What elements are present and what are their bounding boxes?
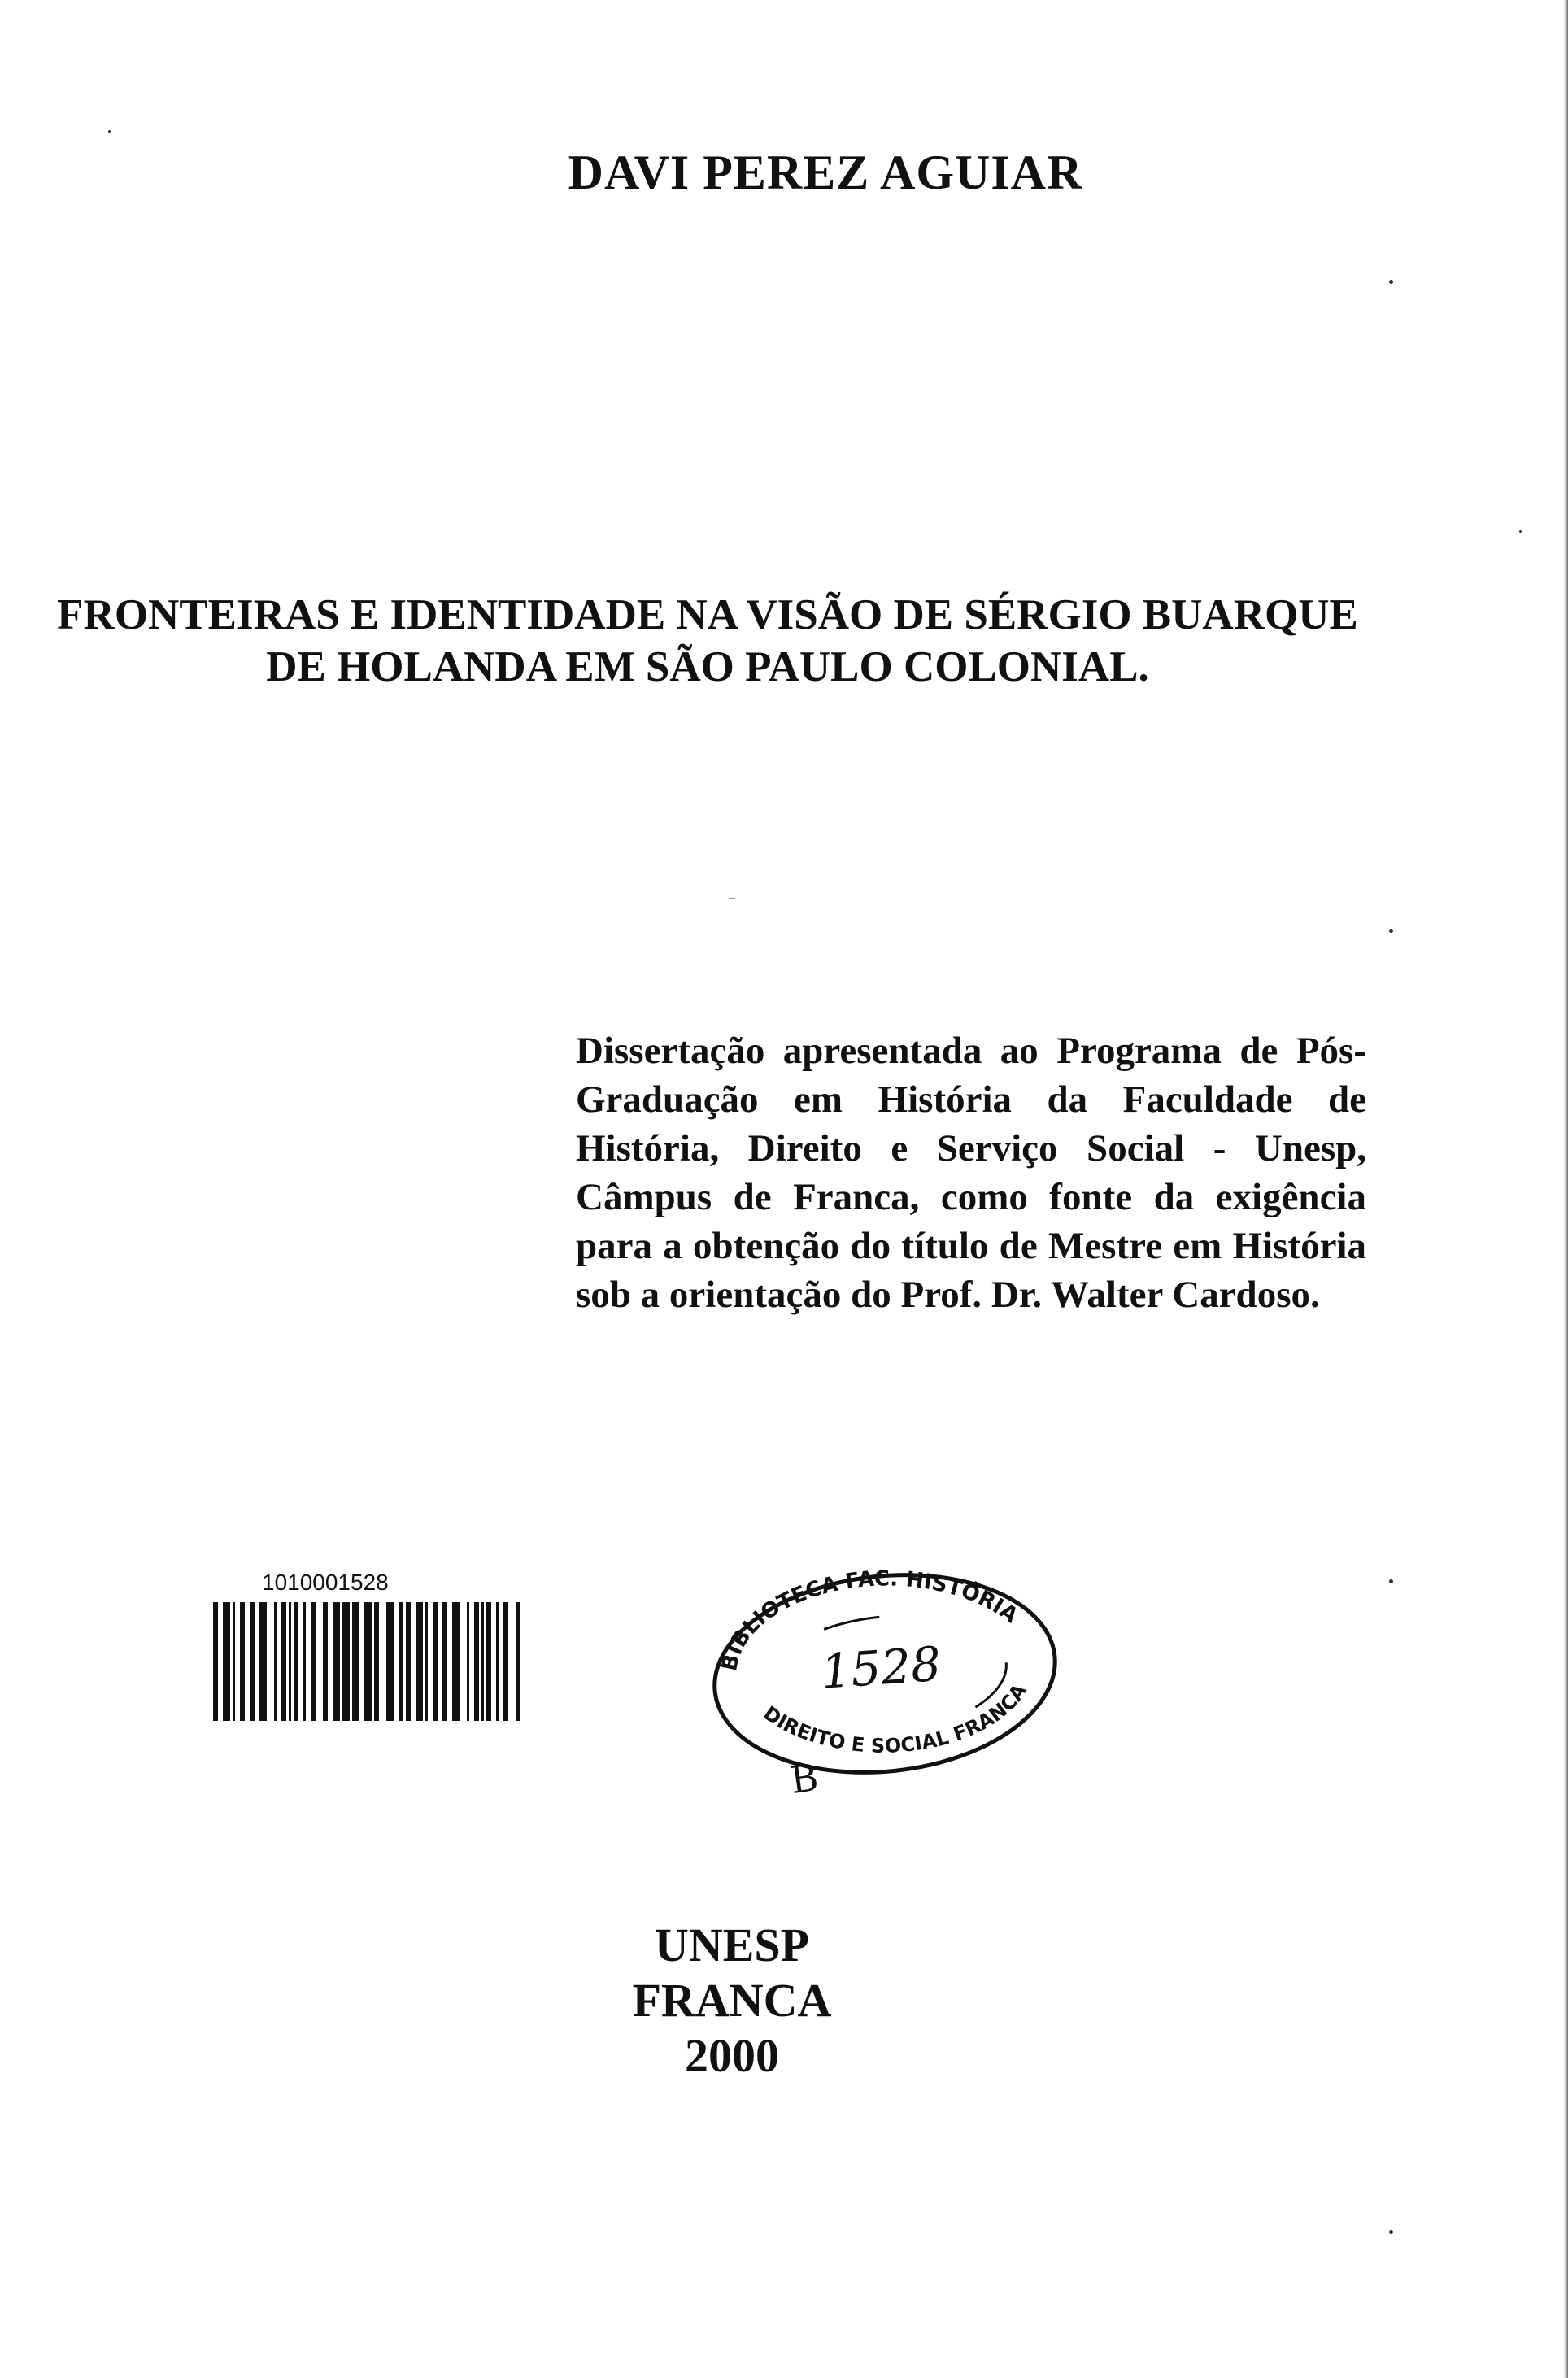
barcode-bar <box>352 1602 359 1721</box>
barcode-bar <box>311 1602 316 1721</box>
title-line-2: DE HOLANDA EM SÃO PAULO COLONIAL. <box>266 643 1149 690</box>
barcode-bar <box>294 1602 298 1721</box>
barcode-bar <box>250 1602 255 1721</box>
barcode-bar <box>486 1602 491 1721</box>
author-name: DAVI PEREZ AGUIAR <box>568 146 1083 199</box>
scan-speck <box>729 898 735 899</box>
barcode-bar <box>342 1602 350 1721</box>
stamp-handwritten-number: 1528 <box>819 1635 943 1700</box>
barcode-number: 1010001528 <box>262 1570 389 1595</box>
scan-edge-shadow <box>1563 0 1568 2378</box>
title-line-1: FRONTEIRAS E IDENTIDADE NA VISÃO DE SÉRGIO BUARQUE <box>57 591 1358 638</box>
scan-speck <box>1389 1579 1393 1583</box>
barcode-bar <box>289 1602 291 1721</box>
dissertation-title <box>49 589 1366 693</box>
barcode-bar <box>433 1602 438 1721</box>
institution-name: UNESP <box>654 1919 810 1971</box>
barcode-bar <box>406 1602 411 1721</box>
barcode-bar <box>399 1602 403 1721</box>
barcode-bar <box>303 1602 306 1721</box>
city-name: FRANCA <box>632 1974 832 2027</box>
scan-speck <box>1389 929 1393 933</box>
barcode-bar <box>323 1602 328 1721</box>
stamp-initial: B <box>787 1754 821 1803</box>
barcode-bar <box>386 1602 394 1721</box>
publication-year: 2000 <box>685 2029 779 2082</box>
barcode-bar <box>274 1602 277 1721</box>
scan-speck <box>1389 2230 1393 2234</box>
barcode-bar <box>442 1602 447 1721</box>
barcode-bar <box>281 1602 286 1721</box>
library-barcode <box>213 1570 522 1721</box>
barcode-bar <box>333 1602 340 1721</box>
barcode-bar <box>364 1602 372 1721</box>
barcode-bar <box>213 1602 218 1721</box>
scan-speck <box>1519 530 1522 533</box>
barcode-bar <box>474 1602 479 1721</box>
stamp-bottom-text: DIREITO E SOCIAL FRANCA <box>759 1679 1031 1757</box>
barcode-bar <box>259 1602 267 1721</box>
scan-speck <box>108 130 111 133</box>
barcode-bar <box>233 1602 235 1721</box>
barcode-bars <box>213 1602 522 1721</box>
barcode-bar <box>496 1602 499 1721</box>
barcode-bar <box>240 1602 245 1721</box>
barcode-bar <box>223 1602 230 1721</box>
dissertation-statement: Dissertação apresentada ao Programa de Pós-Graduação em História da Faculdade de História, Direito e Serviço Social - Unesp, Câmpus de Franca, como fonte da exigência para a obtenção do título de Mestre em História sob a orientação do Prof. Dr. Walter Cardoso. <box>576 1030 1366 1316</box>
stamp-top-text: BIBLIOTECA FAC. HISTÓRIA <box>717 1566 1022 1674</box>
barcode-bar <box>452 1602 460 1721</box>
barcode-bar <box>516 1602 520 1721</box>
barcode-bar <box>425 1602 428 1721</box>
title-page-footer <box>488 1918 976 2084</box>
barcode-bar <box>481 1602 484 1721</box>
barcode-bar <box>467 1602 469 1721</box>
barcode-bar <box>374 1602 379 1721</box>
barcode-bar <box>503 1602 508 1721</box>
library-stamp <box>704 1545 1070 1789</box>
scan-speck <box>1389 280 1393 284</box>
barcode-bar <box>416 1602 423 1721</box>
